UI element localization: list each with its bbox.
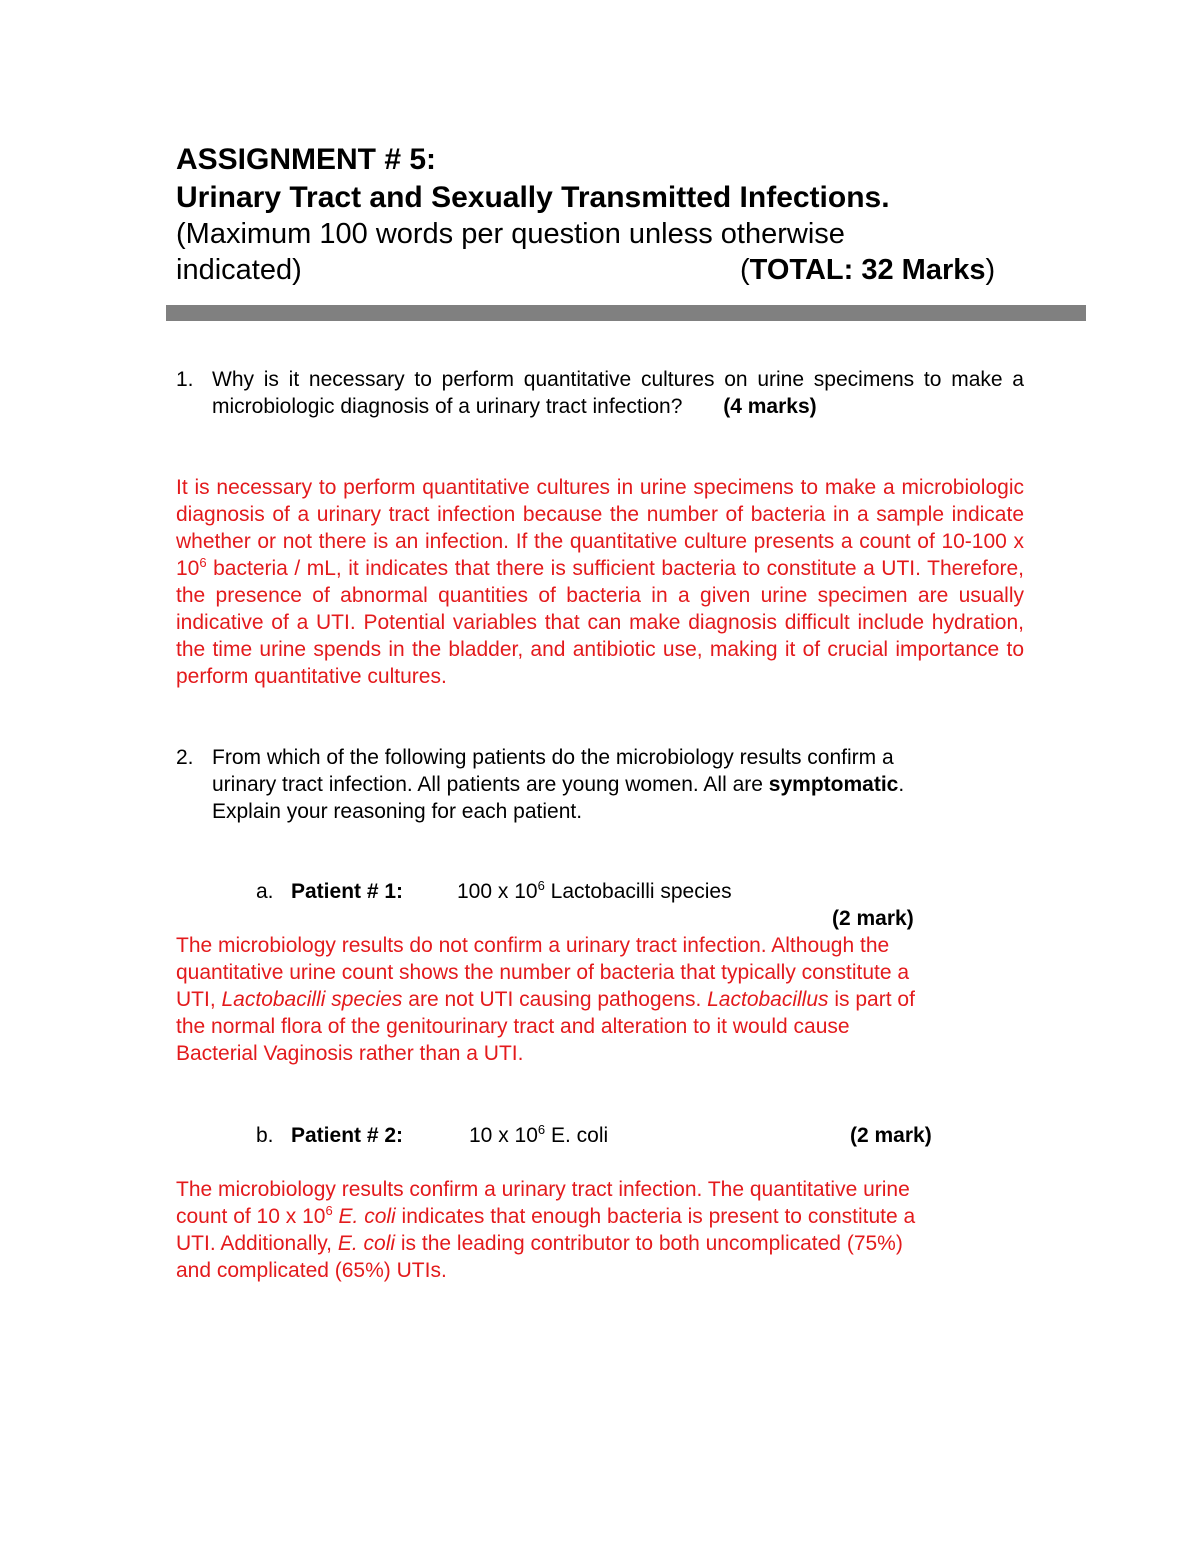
answer-2a-lactobacilli-species: Lactobacilli species (221, 988, 403, 1011)
question-1-number: 1. (176, 368, 194, 391)
answer-1-part-2: bacteria / mL, it indicates that there is sufficient bacteria to constitute a UTI. Therefore, the presence of abnormal quantities of bacteria in a given urine specimen are usually indicative of a UTI. Potential variables that can make diagnosis difficult include hydration, the time urine spends in the bladder, and antibiotic use, making it of crucial importance to perform quantitative cultures. (176, 557, 1024, 688)
patient-2-result (469, 1122, 608, 1149)
header-divider (166, 305, 1086, 321)
answer-2b-ecoli: E. coli (338, 1205, 396, 1228)
patient-1-label (291, 878, 403, 905)
answer-2a-line-3 (176, 986, 1024, 1013)
answer-2b-line-4: and complicated (65%) UTIs. (176, 1259, 447, 1282)
question-2-line-3: Explain your reasoning for each patient. (212, 800, 583, 823)
answer-2b-line-1: The microbiology results confirm a urinary tract infection. The quantitative urine (176, 1178, 910, 1201)
answer-2a-line-3-b: are not UTI causing pathogens. (402, 988, 708, 1011)
patient-2-marks-text: (2 mark) (850, 1124, 932, 1147)
question-2-line-2-end: . (898, 773, 905, 796)
question-2-line-2-text: urinary tract infection. All patients are young women. All are (212, 773, 769, 796)
patient-2-organism: E. coli (545, 1124, 609, 1147)
answer-2b-line-2-a: count of 10 x 10 (176, 1205, 326, 1228)
answer-2b-line-2-b: indicates that enough bacteria is present to constitute a (395, 1205, 916, 1228)
answer-2a-line-4: the normal flora of the genitourinary tract and alteration to it would cause (176, 1015, 850, 1038)
question-1-text (212, 366, 1024, 420)
answer-2a (176, 932, 1024, 1067)
answer-2a-line-2: quantitative urine count shows the number of bacteria that typically constitute a (176, 961, 910, 984)
answer-2b-exponent: 6 (325, 1203, 333, 1218)
patient-1-marks (832, 905, 914, 932)
total-marks (740, 252, 995, 288)
patient-1-organism: Lactobacilli species (544, 880, 732, 903)
answer-2a-line-3-c: is part of (828, 988, 915, 1011)
patient-2-label-text: Patient # 2: (291, 1124, 404, 1147)
patient-2-letter: b. (256, 1124, 274, 1147)
answer-2a-line-5: Bacterial Vaginosis rather than a UTI. (176, 1042, 524, 1065)
patient-1-label-text: Patient # 1: (291, 880, 404, 903)
answer-2a-line-3-a: UTI, (176, 988, 222, 1011)
answer-2b-line-2 (176, 1203, 1024, 1230)
answer-2b-line-3-b: is the leading contributor to both uncomplicated (75%) (395, 1232, 903, 1255)
question-2-number: 2. (176, 746, 194, 769)
answer-2a-lactobacillus: Lactobacillus (707, 988, 829, 1011)
patient-1-letter: a. (256, 880, 274, 903)
total-open-paren: ( (740, 254, 750, 286)
answer-2b (176, 1176, 1024, 1284)
patient-1-exponent: 6 (537, 878, 545, 893)
answer-1-exponent: 6 (199, 555, 207, 570)
patient-1-count: 100 x 10 (457, 880, 538, 903)
patient-2-label (291, 1122, 403, 1149)
question-1-marks: (4 marks) (723, 395, 817, 418)
assignment-title: ASSIGNMENT # 5: (176, 143, 437, 176)
question-2-line-2 (212, 771, 1024, 798)
patient-2-count: 10 x 10 (469, 1124, 538, 1147)
symptomatic-emphasis: symptomatic (768, 773, 899, 796)
total-marks-value: TOTAL: 32 Marks (749, 254, 986, 286)
question-2-line-1: From which of the following patients do the microbiology results confirm a (212, 746, 894, 769)
answer-2b-line-3-a: UTI. Additionally, (176, 1232, 338, 1255)
patient-1-marks-text: (2 mark) (832, 907, 914, 930)
answer-1-part-1: It is necessary to perform quantitative cultures in urine specimens to make a microbiologic diagnosis of a urinary tract infection because the number of bacteria in a sample indicate whether or not there is an infection. If the quantitative culture presents a count of 10-100 x 10 (176, 476, 1024, 580)
answer-2a-line-1: The microbiology results do not confirm a urinary tract infection. Although the (176, 934, 890, 957)
question-1-prompt: Why is it necessary to perform quantitative cultures on urine specimens to make a microbiologic diagnosis of a urinary tract infection? (212, 368, 1024, 418)
total-close-paren: ) (985, 254, 996, 286)
question-2-text (212, 744, 1024, 825)
answer-2b-line-3 (176, 1230, 1024, 1257)
word-limit-note-cont: indicated) (176, 254, 302, 286)
word-limit-note: (Maximum 100 words per question unless otherwise (176, 218, 845, 250)
assignment-subtitle: Urinary Tract and Sexually Transmitted Infections. (176, 181, 890, 214)
answer-1 (176, 474, 1024, 690)
patient-2-marks (850, 1122, 932, 1149)
patient-1-result (457, 878, 732, 905)
patient-2-exponent: 6 (537, 1122, 546, 1137)
answer-2b-ecoli-2: E. coli (337, 1232, 396, 1255)
